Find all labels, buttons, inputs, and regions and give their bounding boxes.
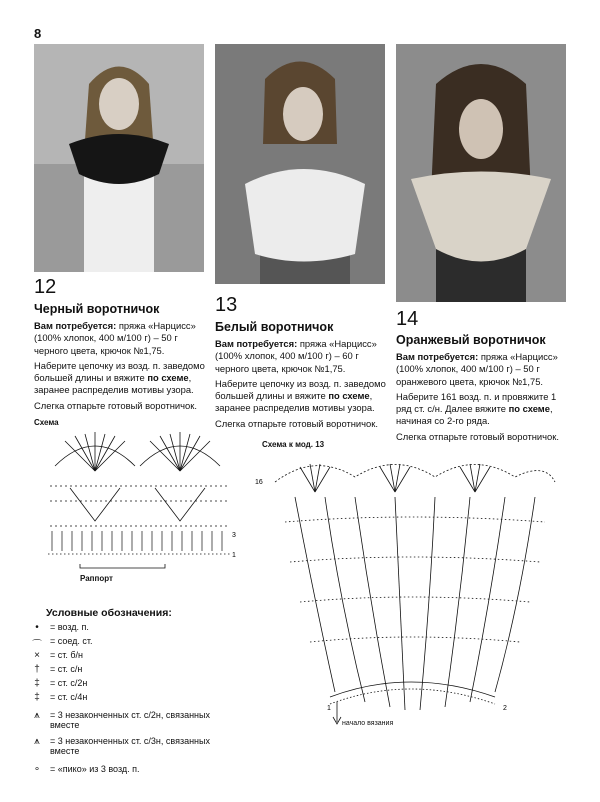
- legend-item: • = возд. п.: [30, 622, 89, 633]
- neck-edge: [330, 682, 495, 697]
- requirements-label: Вам потребуется:: [215, 338, 298, 349]
- cluster-3dtr-icon: ⩚: [34, 736, 40, 747]
- photo-black-collar: [34, 44, 204, 272]
- pattern-text-12: [34, 320, 206, 415]
- pattern-number-14: 14: [396, 308, 419, 330]
- requirements-text: пряжа «Нарцисс» (100% хлопок, 400 м/100 г) – 50 г оранжевого цвета, крючок №1,75.: [396, 351, 558, 387]
- finishing-text: Слегка отпарьте готовый воротничок.: [396, 430, 559, 442]
- legend: [30, 622, 230, 782]
- pattern-title-13: Белый воротничок: [215, 320, 334, 334]
- instruction-text: Наберите цепочку из возд. п. заведомо большей длины и вяжите: [34, 359, 205, 384]
- legend-item: ∘ = «пико» из 3 возд. п.: [30, 764, 140, 775]
- row-number: 1: [327, 705, 331, 712]
- legend-item: × = ст. б/н: [30, 650, 83, 661]
- instruction-emphasis: по схеме: [508, 403, 550, 415]
- legend-item: ⌒ = соед. ст.: [32, 636, 93, 651]
- requirements-text: пряжа «Нарцисс» (100% хлопок, 400 м/100 г) – 60 г черного цвета, крючок №1,75.: [215, 338, 377, 374]
- requirements-label: Вам потребуется:: [396, 351, 479, 362]
- legend-item: ⩚ = 3 незаконченных ст. с/2н, связанных вместе: [30, 710, 230, 730]
- picot-icon: ∘: [33, 764, 41, 775]
- row-number: 3: [232, 532, 236, 539]
- instruction-text: Наберите цепочку из возд. п. заведомо большей длины и вяжите: [215, 377, 386, 402]
- requirements-label: Вам потребуется:: [34, 320, 117, 331]
- legend-item: † = ст. с/н: [30, 664, 82, 675]
- instruction-text: , начиная со 2-го ряда.: [396, 403, 553, 427]
- legend-item: ‡ = ст. с/2н: [30, 678, 87, 689]
- pattern-number-13: 13: [215, 294, 238, 316]
- slip-stitch-icon: ⌒: [32, 640, 42, 651]
- pattern-title-12: Черный воротничок: [34, 302, 160, 316]
- pattern-text-14: [396, 351, 568, 446]
- diagram2-label: Схема к мод. 13: [262, 440, 325, 449]
- legend-item: ‡ = ст. с/4н: [30, 692, 87, 703]
- fan-motif: [380, 464, 410, 492]
- photo-orange-collar: [396, 44, 566, 302]
- instruction-emphasis: по схеме: [147, 372, 189, 384]
- row-number: 1: [232, 552, 236, 559]
- pattern-text-13: [215, 338, 387, 433]
- treble-crochet-icon: ‡: [34, 678, 40, 689]
- legend-title: Условные обозначения:: [46, 607, 172, 619]
- requirements-text: пряжа «Нарцисс» (100% хлопок, 400 м/100 г) – 50 г черного цвета, крючок №1,75.: [34, 320, 196, 356]
- finishing-text: Слегка отпарьте готовый воротничок.: [215, 417, 378, 429]
- row-number: 2: [503, 705, 507, 712]
- pattern-number-12: 12: [34, 276, 57, 298]
- instruction-text: , заранее распределив мотивы узора.: [34, 372, 194, 396]
- photo-white-collar: [215, 44, 385, 284]
- fan-motif: [140, 432, 220, 471]
- diagram2-chart: [255, 452, 570, 732]
- rapport-label: Раппорт: [80, 574, 113, 583]
- diagram1-label: Схема: [34, 418, 59, 427]
- page-number: 8: [34, 26, 42, 41]
- instruction-text: , заранее распределив мотивы узора.: [215, 390, 375, 414]
- diagram1-chart: [40, 426, 240, 576]
- single-crochet-icon: ×: [34, 650, 40, 661]
- fan-motif: [460, 464, 490, 492]
- instruction-emphasis: по схеме: [328, 390, 370, 402]
- pattern-title-14: Оранжевый воротничок: [396, 333, 546, 347]
- row-number: 16: [255, 479, 263, 486]
- chain-stitch-icon: •: [35, 622, 39, 633]
- start-label: начало вязания: [342, 720, 394, 727]
- finishing-text: Слегка отпарьте готовый воротничок.: [34, 399, 197, 411]
- legend-item: ⩚ = 3 незаконченных ст. с/3н, связанных вместе: [30, 736, 230, 756]
- instruction-text: Наберите 161 возд. п. и провяжите 1 ряд ст. с/н. Далее вяжите: [396, 390, 557, 415]
- fan-motif: [300, 464, 330, 492]
- double-crochet-icon: †: [34, 664, 40, 675]
- cluster-3tr-icon: ⩚: [34, 710, 40, 721]
- fan-motif: [55, 432, 135, 471]
- quadruple-treble-icon: ‡: [34, 692, 40, 703]
